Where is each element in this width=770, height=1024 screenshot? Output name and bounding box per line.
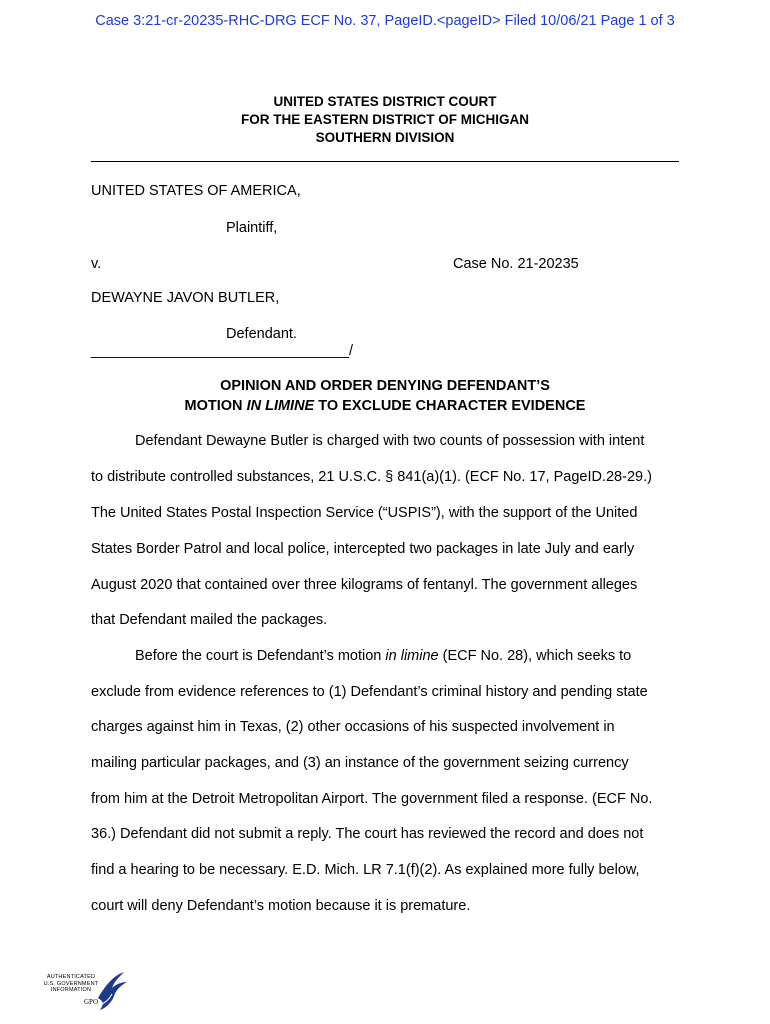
order-title-line1: OPINION AND ORDER DENYING DEFENDANT’S: [220, 378, 550, 394]
ecf-header-stamp: Case 3:21-cr-20235-RHC-DRG ECF No. 37, PageID.<pageID> Filed 10/06/21 Page 1 of 3: [95, 13, 675, 29]
court-name-line2: FOR THE EASTERN DISTRICT OF MICHIGAN: [241, 112, 529, 127]
defendant-role: Defendant.: [226, 326, 297, 342]
paragraph-2-line: from him at the Detroit Metropolitan Airport. The government filed a response. (ECF No.: [91, 791, 653, 807]
paragraph-2-line: exclude from evidence references to (1) Defendant’s criminal history and pending state: [91, 684, 648, 700]
paragraph-1-line: that Defendant mailed the packages.: [91, 612, 328, 628]
plaintiff-name: UNITED STATES OF AMERICA,: [91, 183, 301, 199]
caption-signature-line: ________________________________/: [91, 343, 354, 359]
court-name-line1: UNITED STATES DISTRICT COURT: [273, 94, 497, 109]
paragraph-2-line: mailing particular packages, and (3) an instance of the government seizing currency: [91, 755, 629, 771]
versus-label: v.: [91, 256, 102, 272]
paragraph-1-line: Defendant Dewayne Butler is charged with two counts of possession with intent: [135, 433, 645, 449]
paragraph-2-line: charges against him in Texas, (2) other occasions of his suspected involvement in: [91, 719, 615, 735]
paragraph-1-line: to distribute controlled substances, 21 U.S.C. § 841(a)(1). (ECF No. 17, PageID.28-29.): [91, 469, 652, 485]
gpo-authenticated-seal: [40, 968, 135, 1016]
court-division: SOUTHERN DIVISION: [315, 130, 455, 145]
paragraph-2-line: 36.) Defendant did not submit a reply. The court has reviewed the record and does not: [91, 826, 644, 842]
gpo-seal-text: AUTHENTICATED U.S. GOVERNMENT INFORMATION: [43, 974, 99, 993]
case-number: Case No. 21-20235: [453, 256, 579, 272]
gpo-mark: GPO: [84, 998, 99, 1006]
plaintiff-role: Plaintiff,: [226, 220, 278, 236]
paragraph-2-line: find a hearing to be necessary. E.D. Mich. LR 7.1(f)(2). As explained more fully below,: [91, 862, 640, 878]
paragraph-1-line: The United States Postal Inspection Service (“USPIS”), with the support of the United: [91, 505, 638, 521]
defendant-name: DEWAYNE JAVON BUTLER,: [91, 290, 280, 306]
paragraph-1-line: August 2020 that contained over three kilograms of fentanyl. The government alleges: [91, 577, 638, 593]
paragraph-2-line: Before the court is Defendant’s motion in limine (ECF No. 28), which seeks to: [135, 648, 632, 664]
eagle-icon: [94, 968, 130, 1014]
paragraph-1-line: States Border Patrol and local police, intercepted two packages in late July and early: [91, 541, 635, 557]
paragraph-2-line: court will deny Defendant’s motion because it is premature.: [91, 898, 471, 914]
caption-divider: [91, 161, 679, 162]
order-title-line2: MOTION IN LIMINE TO EXCLUDE CHARACTER EVIDENCE: [184, 398, 586, 414]
